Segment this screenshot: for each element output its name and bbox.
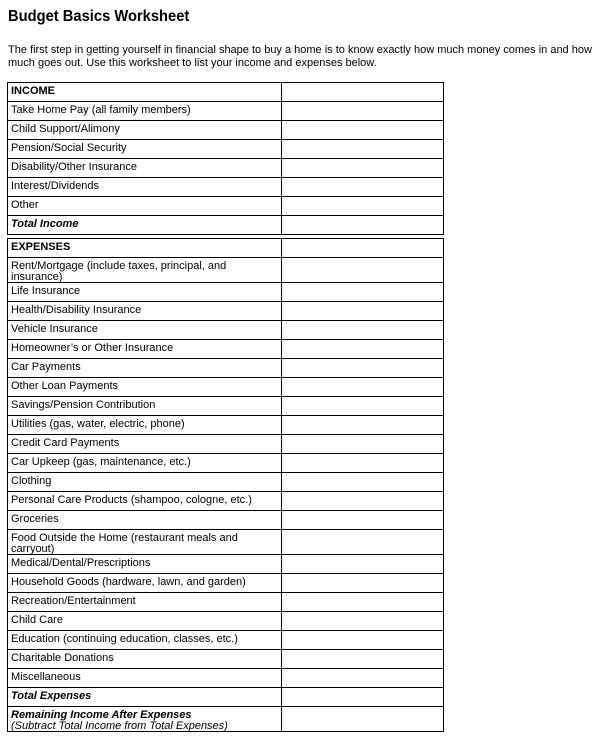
income-table: [7, 82, 444, 235]
expense-label: Recreation/Entertainment: [8, 593, 282, 612]
income-total-label: Total Income: [8, 216, 282, 235]
income-label: Take Home Pay (all family members): [8, 102, 282, 121]
expenses-total-label: Total Expenses: [8, 688, 282, 707]
expense-row: [8, 650, 444, 669]
expense-value-cell[interactable]: [282, 359, 444, 378]
expenses-total-row: [8, 688, 444, 707]
income-row: [8, 102, 444, 121]
income-value-cell[interactable]: [282, 121, 444, 140]
expenses-header: EXPENSES: [8, 239, 282, 258]
expense-label: Personal Care Products (shampoo, cologne, etc.): [8, 492, 282, 511]
expense-label: Homeowner’s or Other Insurance: [8, 340, 282, 359]
remaining-income-note: (Subtract Total Income from Total Expenses): [11, 719, 228, 732]
expense-value-cell[interactable]: [282, 397, 444, 416]
expense-row: [8, 511, 444, 530]
expense-label: Savings/Pension Contribution: [8, 397, 282, 416]
expense-row: [8, 258, 444, 283]
expense-row: [8, 473, 444, 492]
expense-label: Life Insurance: [8, 283, 282, 302]
income-value-cell[interactable]: [282, 197, 444, 216]
expense-row: [8, 435, 444, 454]
expenses-table: [7, 238, 444, 732]
income-row: [8, 159, 444, 178]
expense-row: [8, 340, 444, 359]
expense-label: Clothing: [8, 473, 282, 492]
income-label: Pension/Social Security: [8, 140, 282, 159]
page-title: Budget Basics Worksheet: [8, 8, 190, 25]
expense-value-cell[interactable]: [282, 416, 444, 435]
expense-label: Groceries: [8, 511, 282, 530]
intro-paragraph: The first step in getting yourself in financial shape to buy a home is to know exactly how much money comes in and how much goes out. Use this worksheet to list your income and expenses below.: [8, 44, 592, 69]
expense-row: [8, 612, 444, 631]
income-total-value-cell[interactable]: [282, 216, 444, 235]
expense-label: Health/Disability Insurance: [8, 302, 282, 321]
expense-label: Credit Card Payments: [8, 435, 282, 454]
expense-row: [8, 574, 444, 593]
expense-value-cell[interactable]: [282, 340, 444, 359]
expense-value-cell[interactable]: [282, 593, 444, 612]
income-value-cell[interactable]: [282, 140, 444, 159]
income-row: [8, 178, 444, 197]
expense-row: [8, 593, 444, 612]
expense-row: [8, 530, 444, 555]
expense-row: [8, 631, 444, 650]
expense-label: Education (continuing education, classes, etc.): [8, 631, 282, 650]
expense-label: Rent/Mortgage (include taxes, principal, and insurance): [8, 258, 282, 283]
expense-row: [8, 359, 444, 378]
expense-row: [8, 669, 444, 688]
expense-value-cell[interactable]: [282, 492, 444, 511]
expense-label: Miscellaneous: [8, 669, 282, 688]
expense-label: Medical/Dental/Prescriptions: [8, 555, 282, 574]
expense-value-cell[interactable]: [282, 612, 444, 631]
expense-row: [8, 378, 444, 397]
expense-label: Child Care: [8, 612, 282, 631]
expense-value-cell[interactable]: [282, 283, 444, 302]
expense-label: Charitable Donations: [8, 650, 282, 669]
expense-value-cell[interactable]: [282, 321, 444, 340]
income-total-row: [8, 216, 444, 235]
expenses-total-value-cell[interactable]: [282, 688, 444, 707]
income-value-cell[interactable]: [282, 102, 444, 121]
expense-label: Food Outside the Home (restaurant meals and carryout): [8, 530, 282, 555]
expense-row: [8, 416, 444, 435]
expense-value-cell[interactable]: [282, 555, 444, 574]
income-label: Child Support/Alimony: [8, 121, 282, 140]
expense-label: Other Loan Payments: [8, 378, 282, 397]
expense-label: Car Upkeep (gas, maintenance, etc.): [8, 454, 282, 473]
expense-value-cell[interactable]: [282, 454, 444, 473]
expense-value-cell[interactable]: [282, 473, 444, 492]
expense-value-cell[interactable]: [282, 435, 444, 454]
income-row: [8, 197, 444, 216]
remaining-income-label: Remaining Income After Expenses: [11, 709, 192, 721]
income-value-cell[interactable]: [282, 159, 444, 178]
expense-row: [8, 397, 444, 416]
expense-value-cell[interactable]: [282, 302, 444, 321]
income-label: Interest/Dividends: [8, 178, 282, 197]
expense-label: Car Payments: [8, 359, 282, 378]
income-label: Other: [8, 197, 282, 216]
income-header-value-cell: [282, 83, 444, 102]
income-header: INCOME: [8, 83, 282, 102]
expense-label: Household Goods (hardware, lawn, and garden): [8, 574, 282, 593]
expense-value-cell[interactable]: [282, 378, 444, 397]
expense-row: [8, 555, 444, 574]
remaining-income-value-cell[interactable]: [282, 707, 444, 732]
income-row: [8, 140, 444, 159]
income-value-cell[interactable]: [282, 178, 444, 197]
expense-label: Vehicle Insurance: [8, 321, 282, 340]
expense-row: [8, 302, 444, 321]
remaining-income-row: [8, 707, 444, 732]
expense-value-cell[interactable]: [282, 258, 444, 283]
expense-label: Utilities (gas, water, electric, phone): [8, 416, 282, 435]
income-header-row: [8, 83, 444, 102]
expense-row: [8, 321, 444, 340]
expense-row: [8, 454, 444, 473]
expense-value-cell[interactable]: [282, 669, 444, 688]
income-label: Disability/Other Insurance: [8, 159, 282, 178]
income-row: [8, 121, 444, 140]
expenses-header-value-cell: [282, 239, 444, 258]
expense-value-cell[interactable]: [282, 530, 444, 555]
remaining-income-label-cell: [8, 707, 282, 732]
expense-row: [8, 283, 444, 302]
expense-value-cell[interactable]: [282, 631, 444, 650]
expense-value-cell[interactable]: [282, 511, 444, 530]
expense-value-cell[interactable]: [282, 650, 444, 669]
expenses-header-row: [8, 239, 444, 258]
expense-value-cell[interactable]: [282, 574, 444, 593]
expense-row: [8, 492, 444, 511]
